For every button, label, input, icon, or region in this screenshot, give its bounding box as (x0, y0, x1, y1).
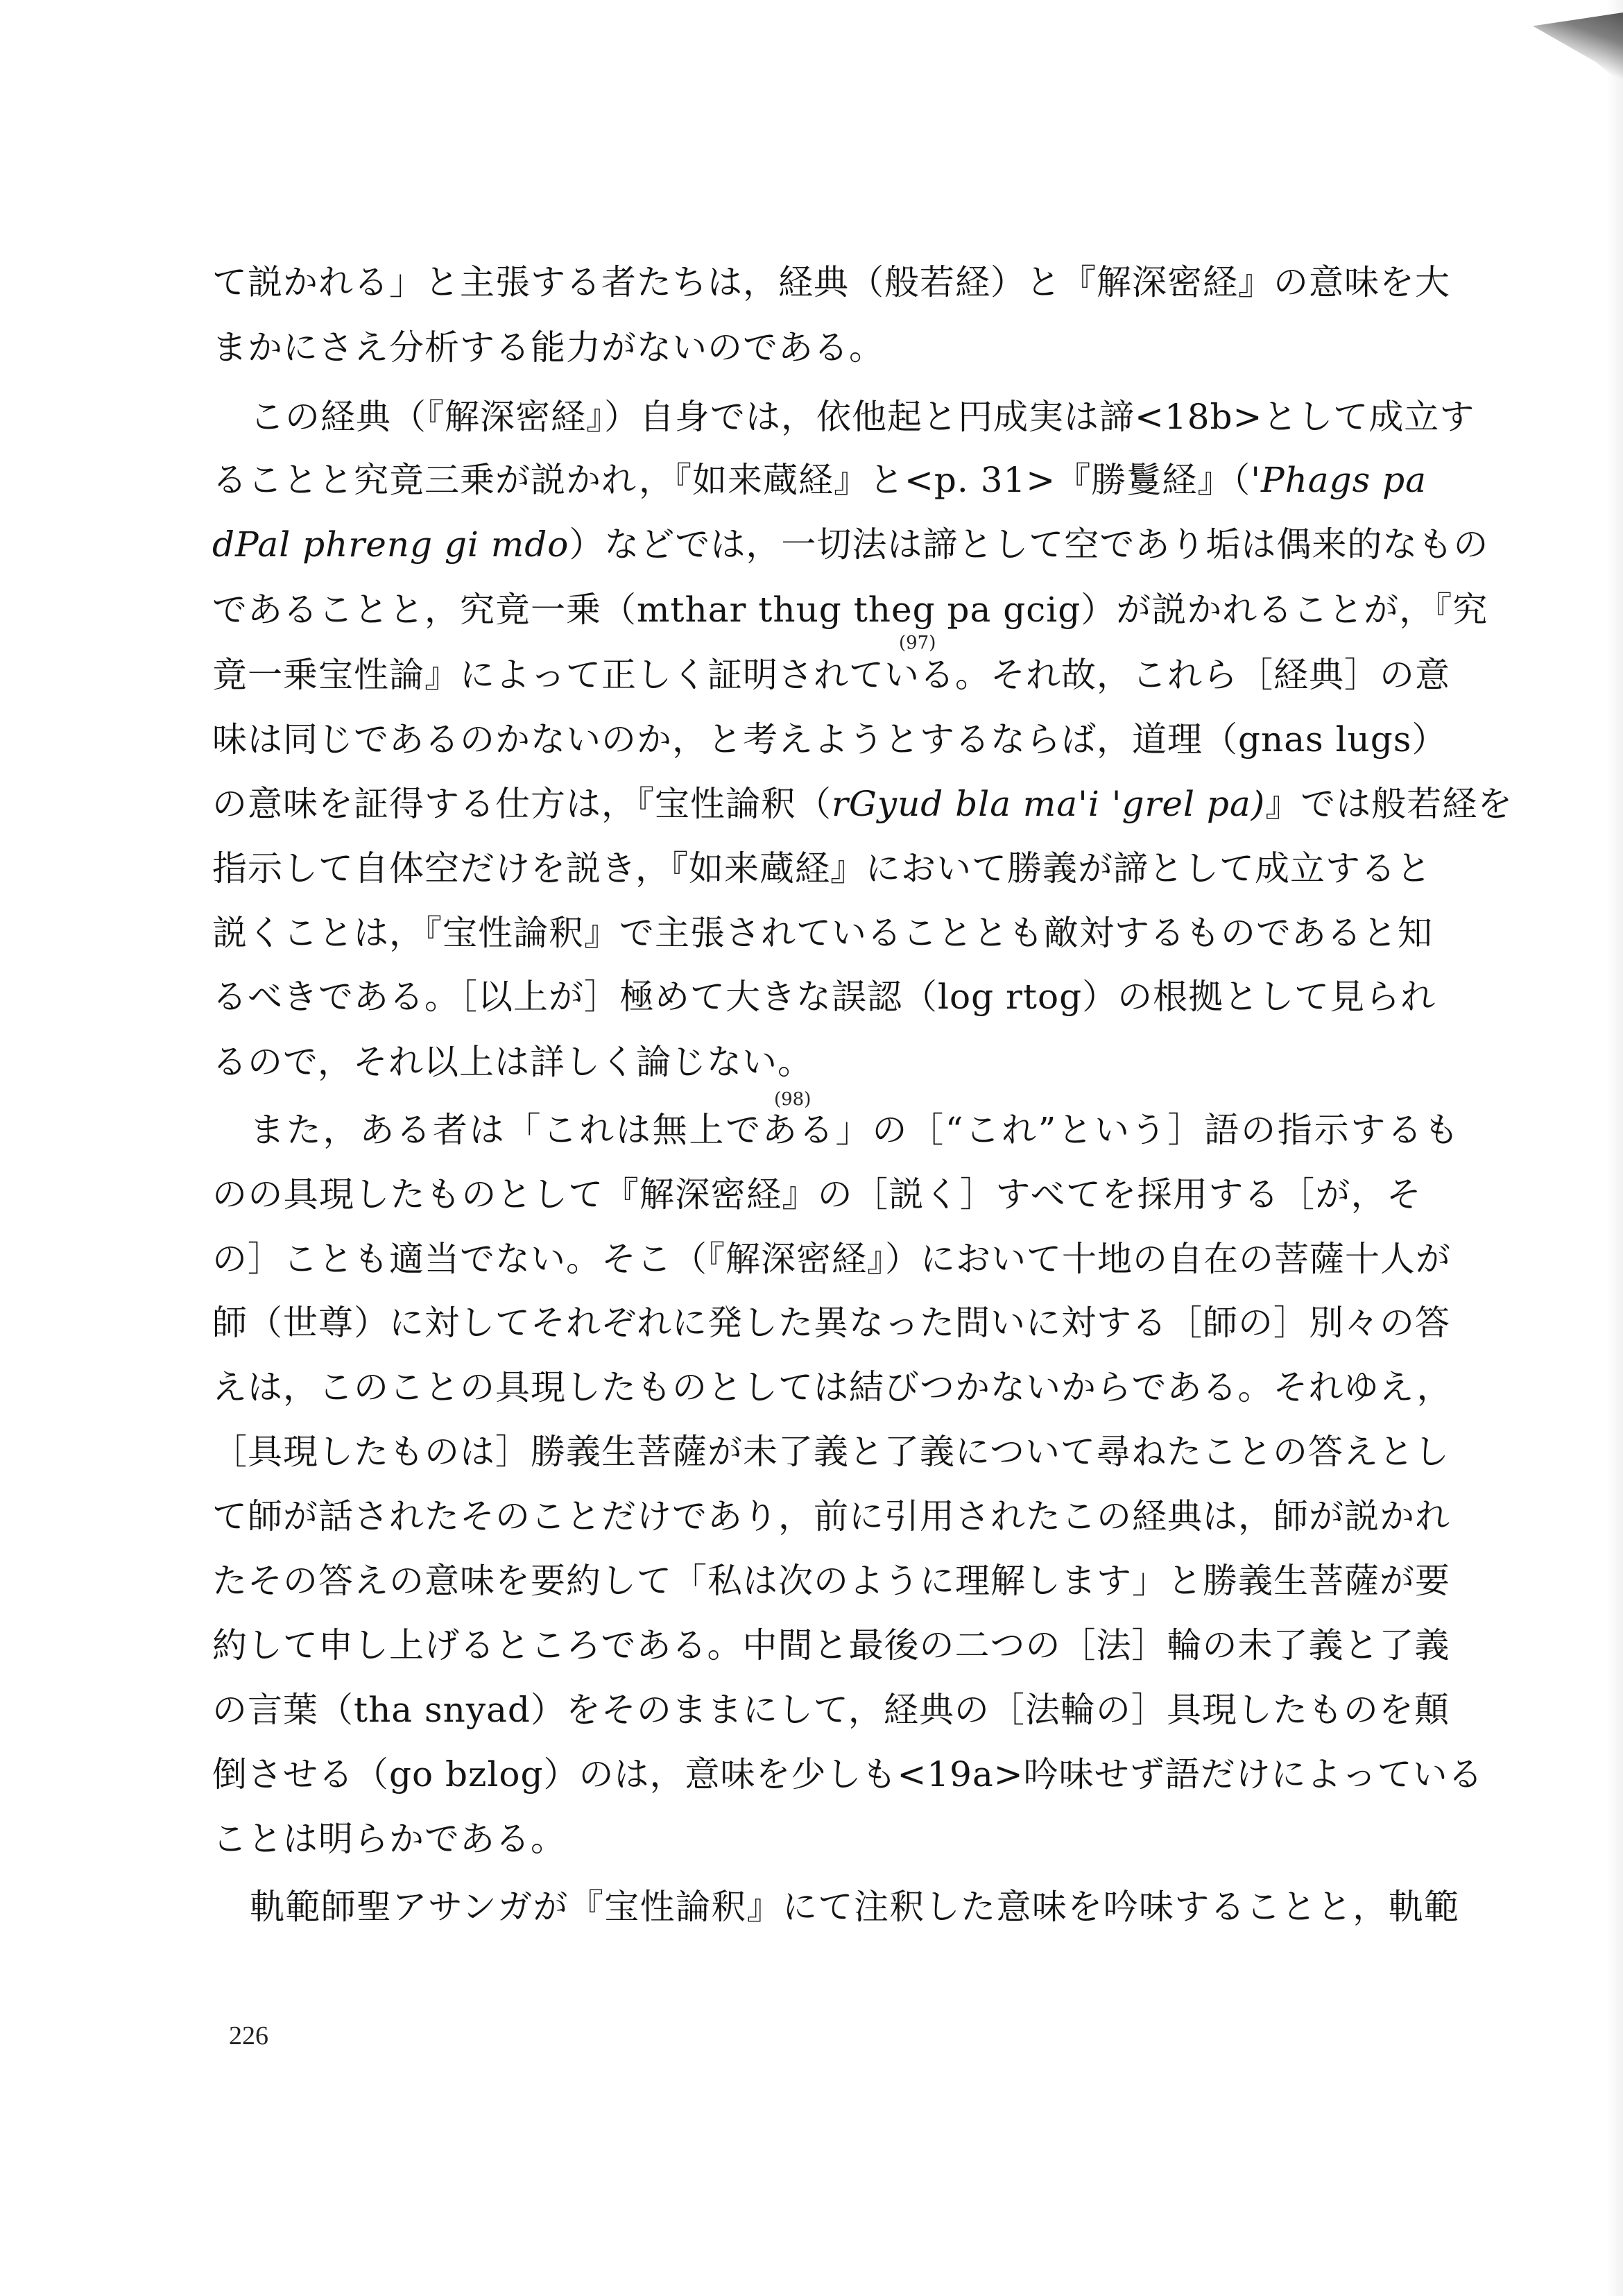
text-line: たその答えの意味を要約して「私は次のように理解します」と勝義生菩薩が要 (212, 1561, 1450, 1601)
text-line: 軌範師聖アサンガが『宝性論釈』にて注釈した意味を吟味することと，軌範 (250, 1887, 1459, 1927)
italic-title: 'Phags pa (1251, 460, 1427, 500)
text-line: るべきである。［以上が］極めて大きな誤認（log rtog）の根拠として見られ (212, 977, 1436, 1017)
text-line (212, 777, 1513, 831)
text-line: の］ことも適当でない。そこ（『解深密経』）において十地の自在の菩薩十人が (212, 1239, 1451, 1279)
text-line: 倒させる（go bzlog）のは，意味を少しも<19a>吟味せず語だけによっている (212, 1754, 1484, 1794)
italic-title: dPal phreng gi mdo (212, 524, 569, 565)
text-line: えは，このことの具現したものとしては結びつかないからである。それゆえ， (212, 1367, 1452, 1407)
text-line: のの具現したものとして『解深密経』の［説く］すべてを採用する［が，そ (212, 1174, 1422, 1215)
text-line: まかにさえ分析する能力がないのである。 (212, 327, 884, 368)
text-line: 説くことは，『宝性論釈』で主張されていることとも敵対するものであると知 (212, 913, 1433, 953)
text-segment: ）などでは，一切法は諦として空であり垢は偶来的なもの (569, 524, 1489, 565)
text-line: て説かれる」と主張する者たちは，経典（般若経）と『解深密経』の意味を大 (212, 262, 1450, 302)
text-line: て師が話されたそのことだけであり，前に引用されたこの経典は，師が説かれ (212, 1496, 1450, 1536)
text-line: また，ある者は「これは無上である」の［“これ”という］語の指示するも (250, 1110, 1459, 1150)
text-line: 味は同じであるのかないのか，と考えようとするならば，道理（gnas lugs） (212, 719, 1448, 760)
text-line: るので，それ以上は詳しく論じない。 (212, 1042, 813, 1082)
text-line: の言葉（tha snyad）をそのままにして，経典の［法輪の］具現したものを顛 (212, 1690, 1450, 1730)
text-line: 約して申し上げるところである。中間と最後の二つの［法］輪の未了義と了義 (212, 1625, 1450, 1665)
text-segment: ることと究竟三乗が説かれ，『如来蔵経』と<p. 31>『勝鬘経』（ (212, 460, 1251, 500)
text-line: ことは明らかである。 (212, 1819, 566, 1859)
page-number: 226 (229, 2021, 268, 2050)
italic-title: rGyud bla ma'i 'grel pa) (832, 784, 1266, 824)
footnote-marker-98: (98) (774, 1089, 812, 1110)
footnote-marker-97: (97) (899, 633, 936, 653)
text-line: 指示して自体空だけを説き，『如来蔵経』において勝義が諦として成立すると (212, 848, 1432, 889)
text-line (212, 517, 1489, 572)
text-line: ［具現したものは］勝義生菩薩が未了義と了義について尋ねたことの答えとし (212, 1432, 1450, 1472)
text-line: であることと，究竟一乗（mthar thug theg pa gcig）が説かれることが，『究 (212, 590, 1488, 630)
text-line: 竟一乗宝性論』によって正しく証明されている。それ故，これら［経典］の意 (212, 655, 1450, 695)
text-segment: 』では般若経を (1265, 784, 1513, 824)
text-segment: の意味を証得する仕方は，『宝性論釈（ (212, 784, 832, 824)
text-line: この経典（『解深密経』）自身では，依他起と円成実は諦<18b>として成立す (250, 397, 1475, 437)
text-line (212, 453, 1427, 507)
text-line: 師（世尊）に対してそれぞれに発した異なった問いに対する［師の］別々の答 (212, 1303, 1450, 1343)
